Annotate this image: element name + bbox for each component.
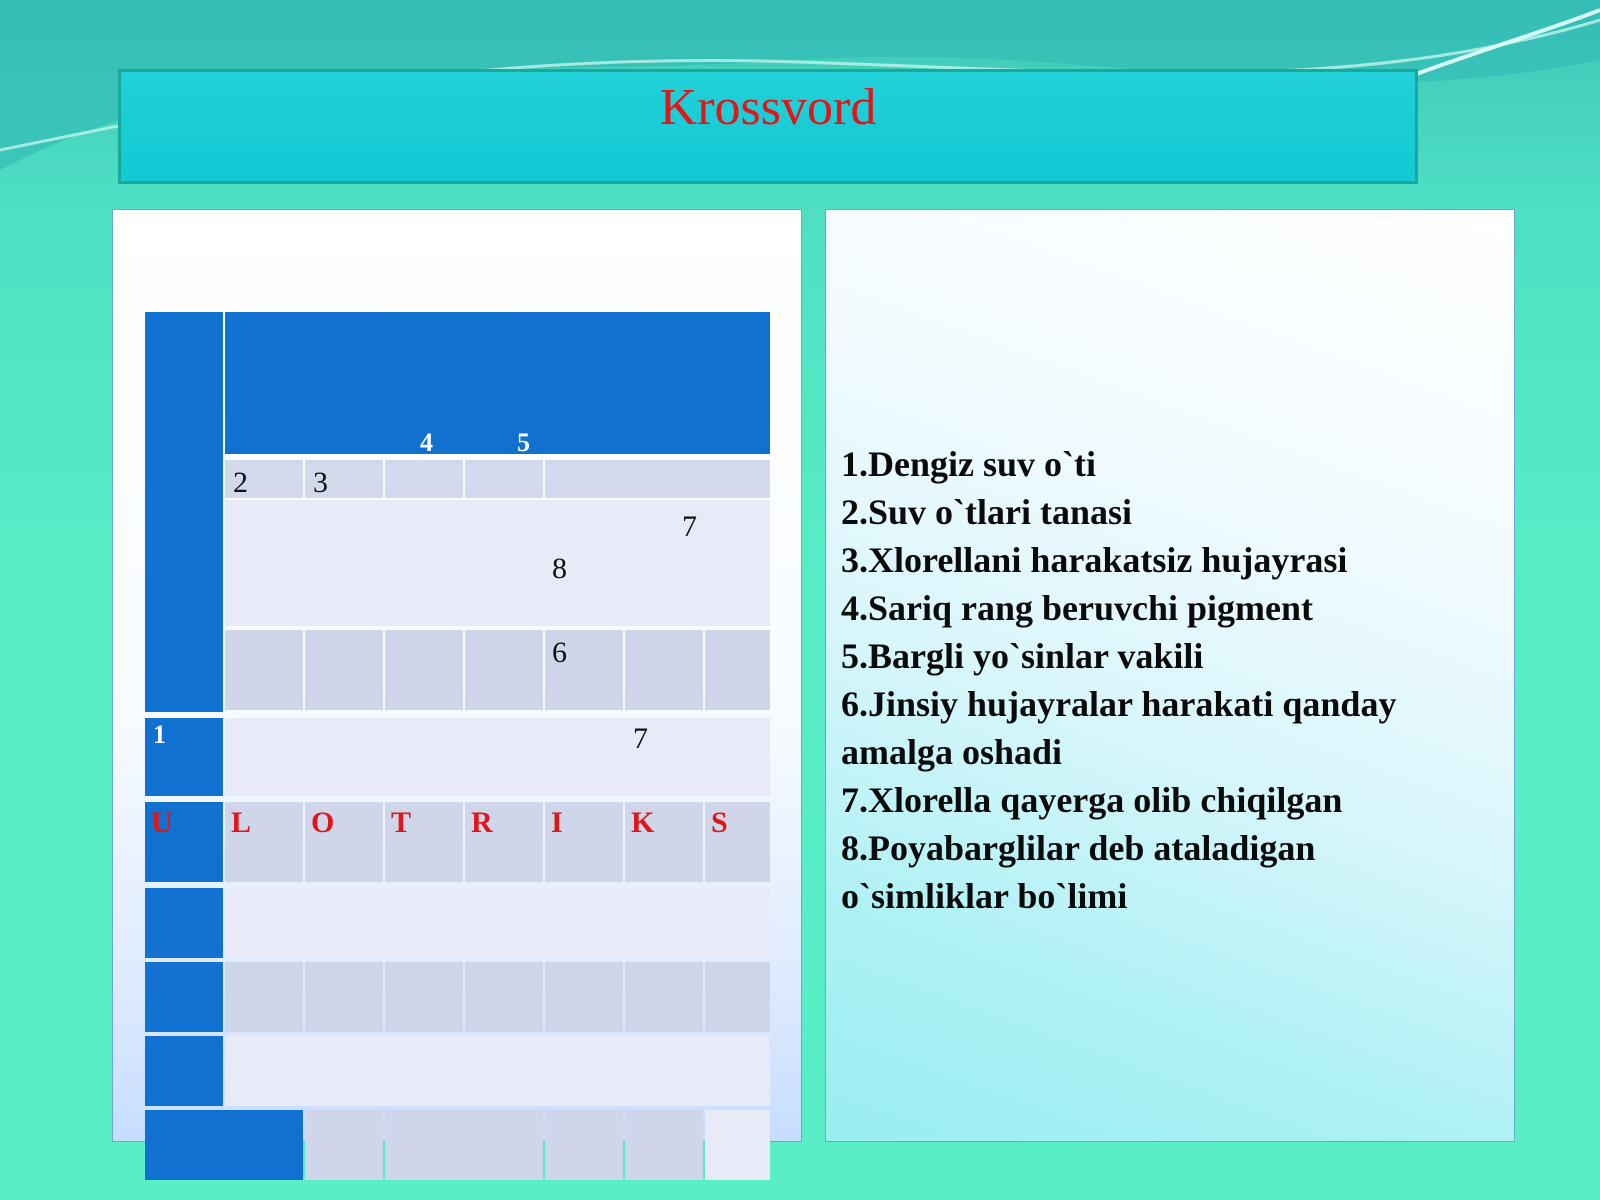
answer-letter: O xyxy=(311,806,335,839)
grid-cell xyxy=(385,962,463,1032)
grid-number-7: 7 xyxy=(633,722,648,755)
grid-block-bottom xyxy=(145,1110,303,1180)
grid-cell xyxy=(225,962,303,1032)
slide-title: Krossvord xyxy=(659,79,877,136)
grid-cell xyxy=(305,962,383,1032)
grid-cell xyxy=(705,630,770,710)
clue-item: 2.Suv o`tlari tanasi xyxy=(841,492,1133,532)
grid-cell xyxy=(625,962,703,1032)
grid-block-left-column xyxy=(145,312,223,712)
grid-cell xyxy=(385,630,463,710)
grid-number-5: 5 xyxy=(517,428,530,457)
clue-item: 3.Xlorellani harakatsiz hujayrasi xyxy=(841,540,1348,580)
clue-item: 6.Jinsiy hujayralar harakati qanday amalga oshadi xyxy=(841,684,1397,772)
clue-list xyxy=(841,440,1491,920)
grid-cell xyxy=(545,1110,623,1180)
clue-item: 1.Dengiz suv o`ti xyxy=(841,444,1096,484)
grid-cell xyxy=(545,460,770,498)
grid-cell xyxy=(545,962,623,1032)
grid-block xyxy=(145,888,223,958)
grid-block-top xyxy=(225,312,770,457)
answer-letter: S xyxy=(711,806,728,839)
clue-item: 7.Xlorella qayerga olib chiqilgan xyxy=(841,780,1343,820)
clue-item: 5.Bargli yo`sinlar vakili xyxy=(841,636,1204,676)
grid-cell xyxy=(705,962,770,1032)
grid-number-1: 1 xyxy=(153,720,166,749)
grid-cell xyxy=(305,1110,383,1180)
answer-letter: R xyxy=(471,806,493,839)
grid-block xyxy=(145,962,223,1032)
grid-number-4: 4 xyxy=(420,428,433,457)
grid-number-8: 8 xyxy=(552,552,567,585)
grid-cell xyxy=(465,630,543,710)
grid-block xyxy=(145,1036,223,1106)
answer-letter: U xyxy=(151,806,173,839)
answer-letter: T xyxy=(391,806,412,839)
grid-cell xyxy=(465,962,543,1032)
answer-letter: L xyxy=(231,806,252,839)
answer-letter: K xyxy=(631,806,655,839)
grid-cell xyxy=(625,1110,703,1180)
answer-letter: I xyxy=(551,806,563,839)
grid-number-7-top: 7 xyxy=(682,510,697,543)
grid-cell xyxy=(385,1110,543,1180)
grid-number-2: 2 xyxy=(233,466,248,499)
grid-row-light xyxy=(225,1036,770,1106)
crossword-grid-graphic xyxy=(145,312,770,1182)
grid-number-3: 3 xyxy=(313,466,328,499)
clue-item: 4.Sariq rang beruvchi pigment xyxy=(841,588,1314,628)
grid-row-light xyxy=(225,718,770,796)
grid-cell xyxy=(465,460,543,498)
grid-cell xyxy=(705,1110,770,1180)
grid-cell xyxy=(385,460,463,498)
grid-cell xyxy=(225,630,303,710)
grid-cell xyxy=(305,630,383,710)
grid-cell xyxy=(625,630,703,710)
grid-row-light xyxy=(225,888,770,958)
title-bar xyxy=(118,69,1418,184)
grid-number-6: 6 xyxy=(552,636,567,669)
clue-item: 8.Poyabarglilar deb ataladigan o`simliklar bo`limi xyxy=(841,828,1316,916)
crossword-grid xyxy=(145,312,770,1182)
